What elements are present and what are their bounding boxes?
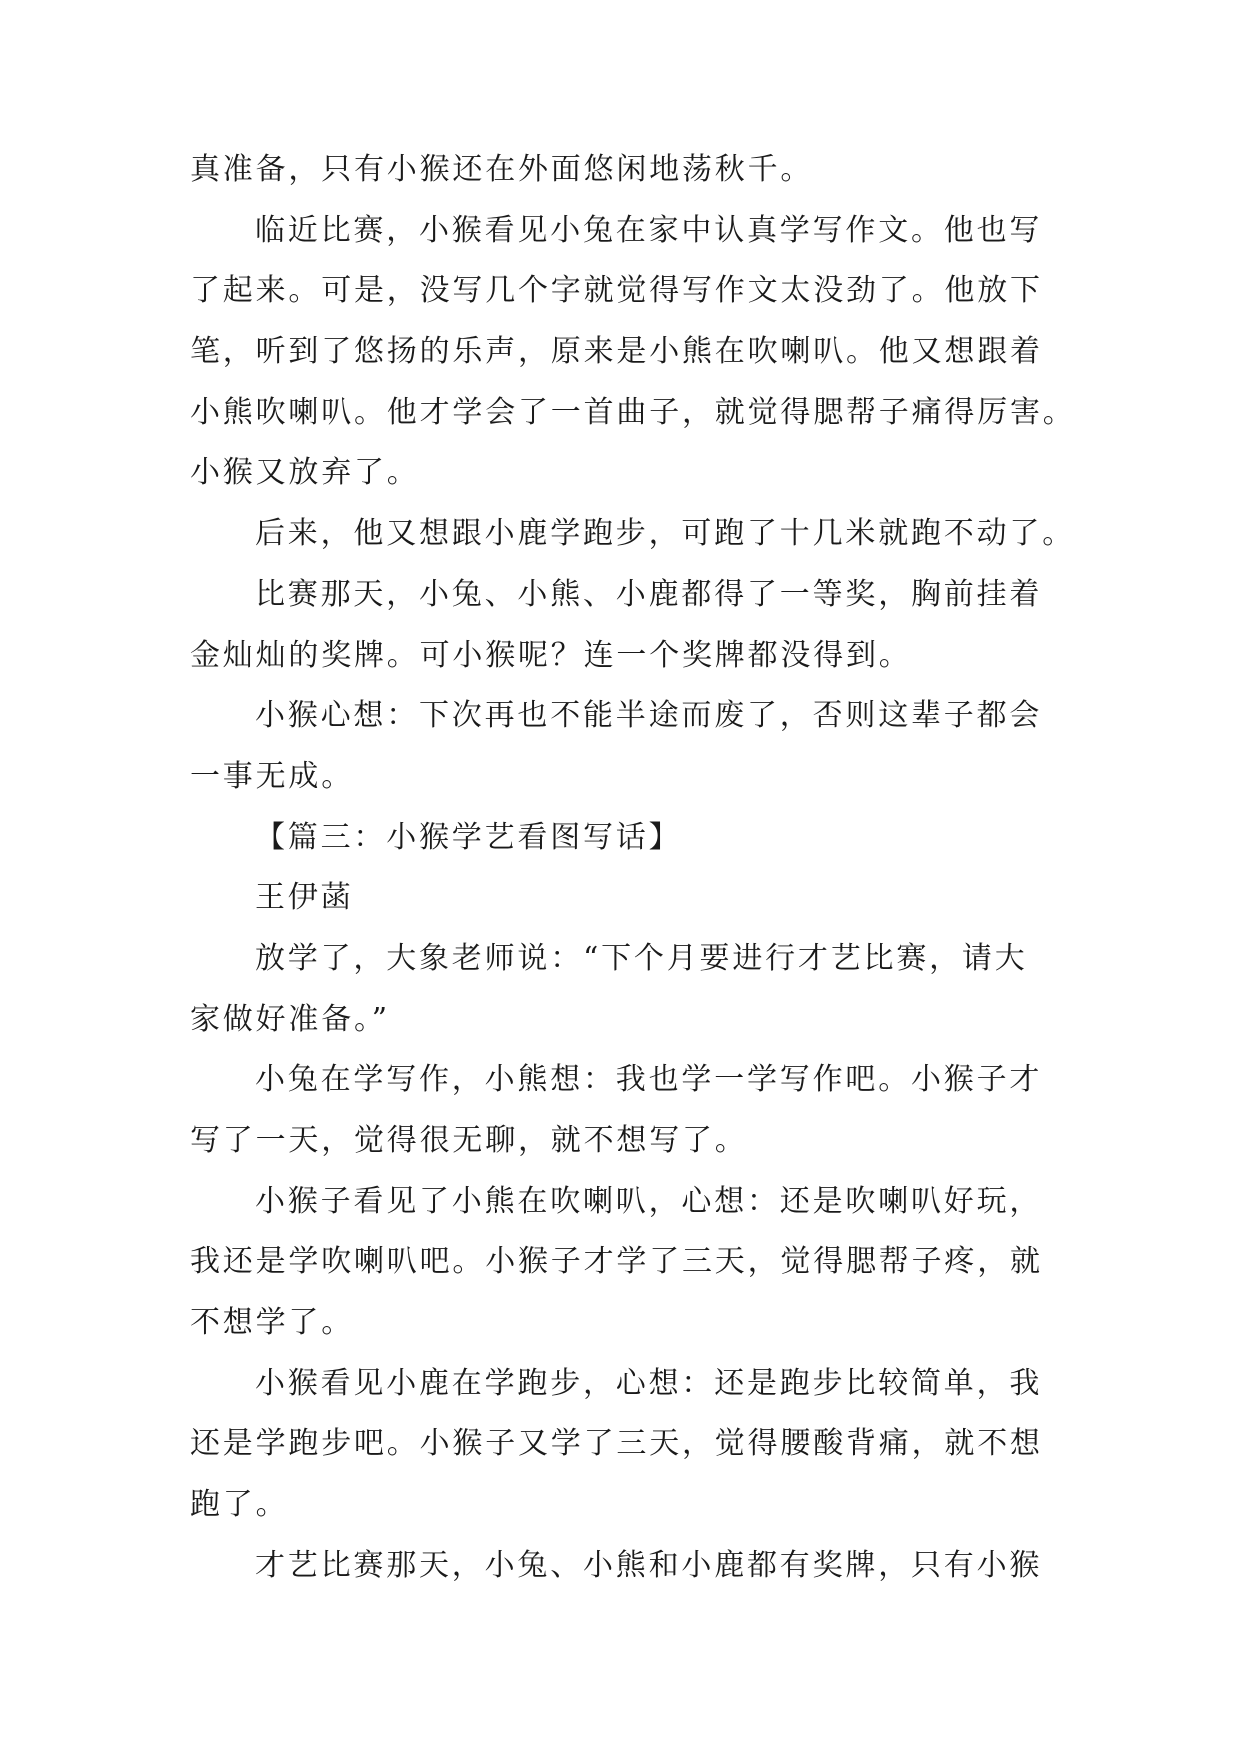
text-line: 金灿灿的奖牌。可小猴呢？连一个奖牌都没得到。 xyxy=(190,637,912,673)
text-line: 小熊吹喇叭。他才学会了一首曲子，就觉得腮帮子痛得厉害。 xyxy=(190,394,1076,430)
author-name: 王伊菡 xyxy=(255,880,354,916)
text-line: 了起来。可是，没写几个字就觉得写作文太没劲了。他放下 xyxy=(190,273,1043,309)
text-line: 真准备，只有小猴还在外面悠闲地荡秋千。 xyxy=(190,152,814,187)
paragraph-start-line: 小猴心想：下次再也不能半途而废了，否则这辈子都会 xyxy=(255,698,1043,734)
paragraph-start-line: 小猴子看见了小熊在吹喇叭，心想：还是吹喇叭好玩， xyxy=(255,1183,1043,1219)
text-line: 笔，听到了悠扬的乐声，原来是小熊在吹喇叭。他又想跟着 xyxy=(190,334,1043,370)
text-line: 小猴又放弃了。 xyxy=(190,455,420,491)
paragraph-start-line: 小猴看见小鹿在学跑步，心想：还是跑步比较简单，我 xyxy=(255,1365,1043,1401)
text-line: 还是学跑步吧。小猴子又学了三天，觉得腰酸背痛，就不想 xyxy=(190,1426,1043,1462)
text-line: 跑了。 xyxy=(190,1487,289,1523)
document-page xyxy=(190,140,1076,1597)
text-line: 不想学了。 xyxy=(190,1305,354,1341)
text-line: 我还是学吹喇叭吧。小猴子才学了三天，觉得腮帮子疼，就 xyxy=(190,1244,1043,1280)
paragraph-start-line: 临近比赛，小猴看见小兔在家中认真学写作文。他也写 xyxy=(255,212,1043,248)
paragraph-start-line: 小兔在学写作，小熊想：我也学一学写作吧。小猴子才 xyxy=(255,1062,1043,1098)
paragraph-start-line: 才艺比赛那天，小兔、小熊和小鹿都有奖牌，只有小猴 xyxy=(255,1547,1043,1583)
paragraph-start-line: 后来，他又想跟小鹿学跑步，可跑了十几米就跑不动了。 xyxy=(255,516,1075,552)
text-line: 家做好准备。” xyxy=(190,1001,390,1037)
paragraph-start-line: 比赛那天，小兔、小熊、小鹿都得了一等奖，胸前挂着 xyxy=(255,576,1043,612)
text-line: 一事无成。 xyxy=(190,758,354,794)
text-line: 写了一天，觉得很无聊，就不想写了。 xyxy=(190,1123,748,1158)
paragraph-start-line: 放学了，大象老师说：“下个月要进行才艺比赛，请大 xyxy=(255,940,1028,976)
section-heading: 【篇三：小猴学艺看图写话】 xyxy=(255,819,682,855)
